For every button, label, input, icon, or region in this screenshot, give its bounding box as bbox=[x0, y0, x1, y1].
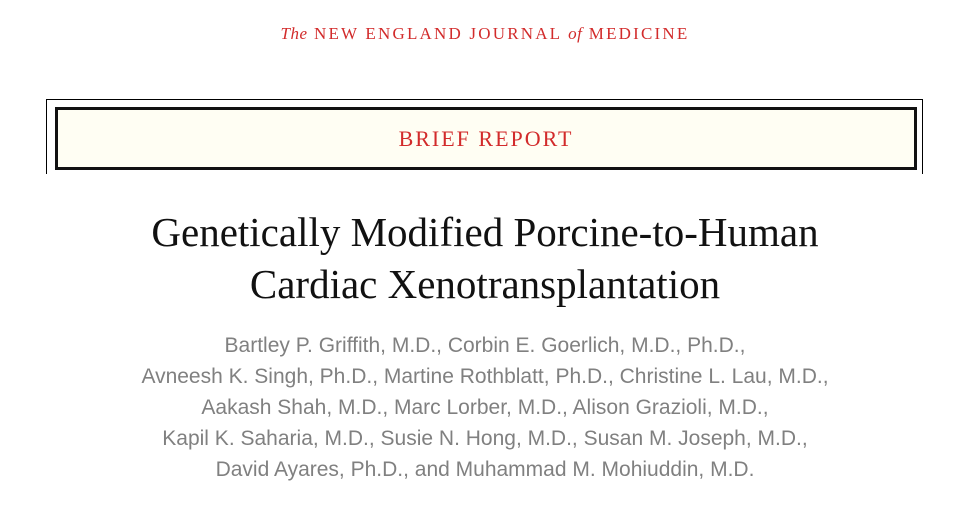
section-box bbox=[55, 107, 917, 170]
article-title-line-1: Genetically Modified Porcine-to-Human bbox=[151, 209, 819, 255]
journal-the: The bbox=[280, 24, 308, 43]
article-title-line-2: Cardiac Xenotransplantation bbox=[249, 261, 721, 307]
journal-name-part2: MEDICINE bbox=[588, 24, 690, 43]
article-title bbox=[0, 206, 970, 310]
journal-header bbox=[0, 22, 970, 46]
journal-name-part1: NEW ENGLAND JOURNAL bbox=[313, 24, 562, 43]
author-line: Aakash Shah, M.D., Marc Lorber, M.D., Alison Grazioli, M.D., bbox=[201, 396, 769, 419]
author-line: Kapil K. Saharia, M.D., Susie N. Hong, M.D., Susan M. Joseph, M.D., bbox=[162, 427, 808, 450]
author-line: Bartley P. Griffith, M.D., Corbin E. Goerlich, M.D., Ph.D., bbox=[224, 334, 746, 357]
author-list bbox=[0, 330, 970, 485]
author-line: David Ayares, Ph.D., and Muhammad M. Mohiuddin, M.D. bbox=[215, 458, 755, 481]
author-line: Avneesh K. Singh, Ph.D., Martine Rothblatt, Ph.D., Christine L. Lau, M.D., bbox=[141, 365, 829, 388]
journal-of: of bbox=[568, 24, 583, 43]
section-label: BRIEF REPORT bbox=[398, 126, 574, 151]
